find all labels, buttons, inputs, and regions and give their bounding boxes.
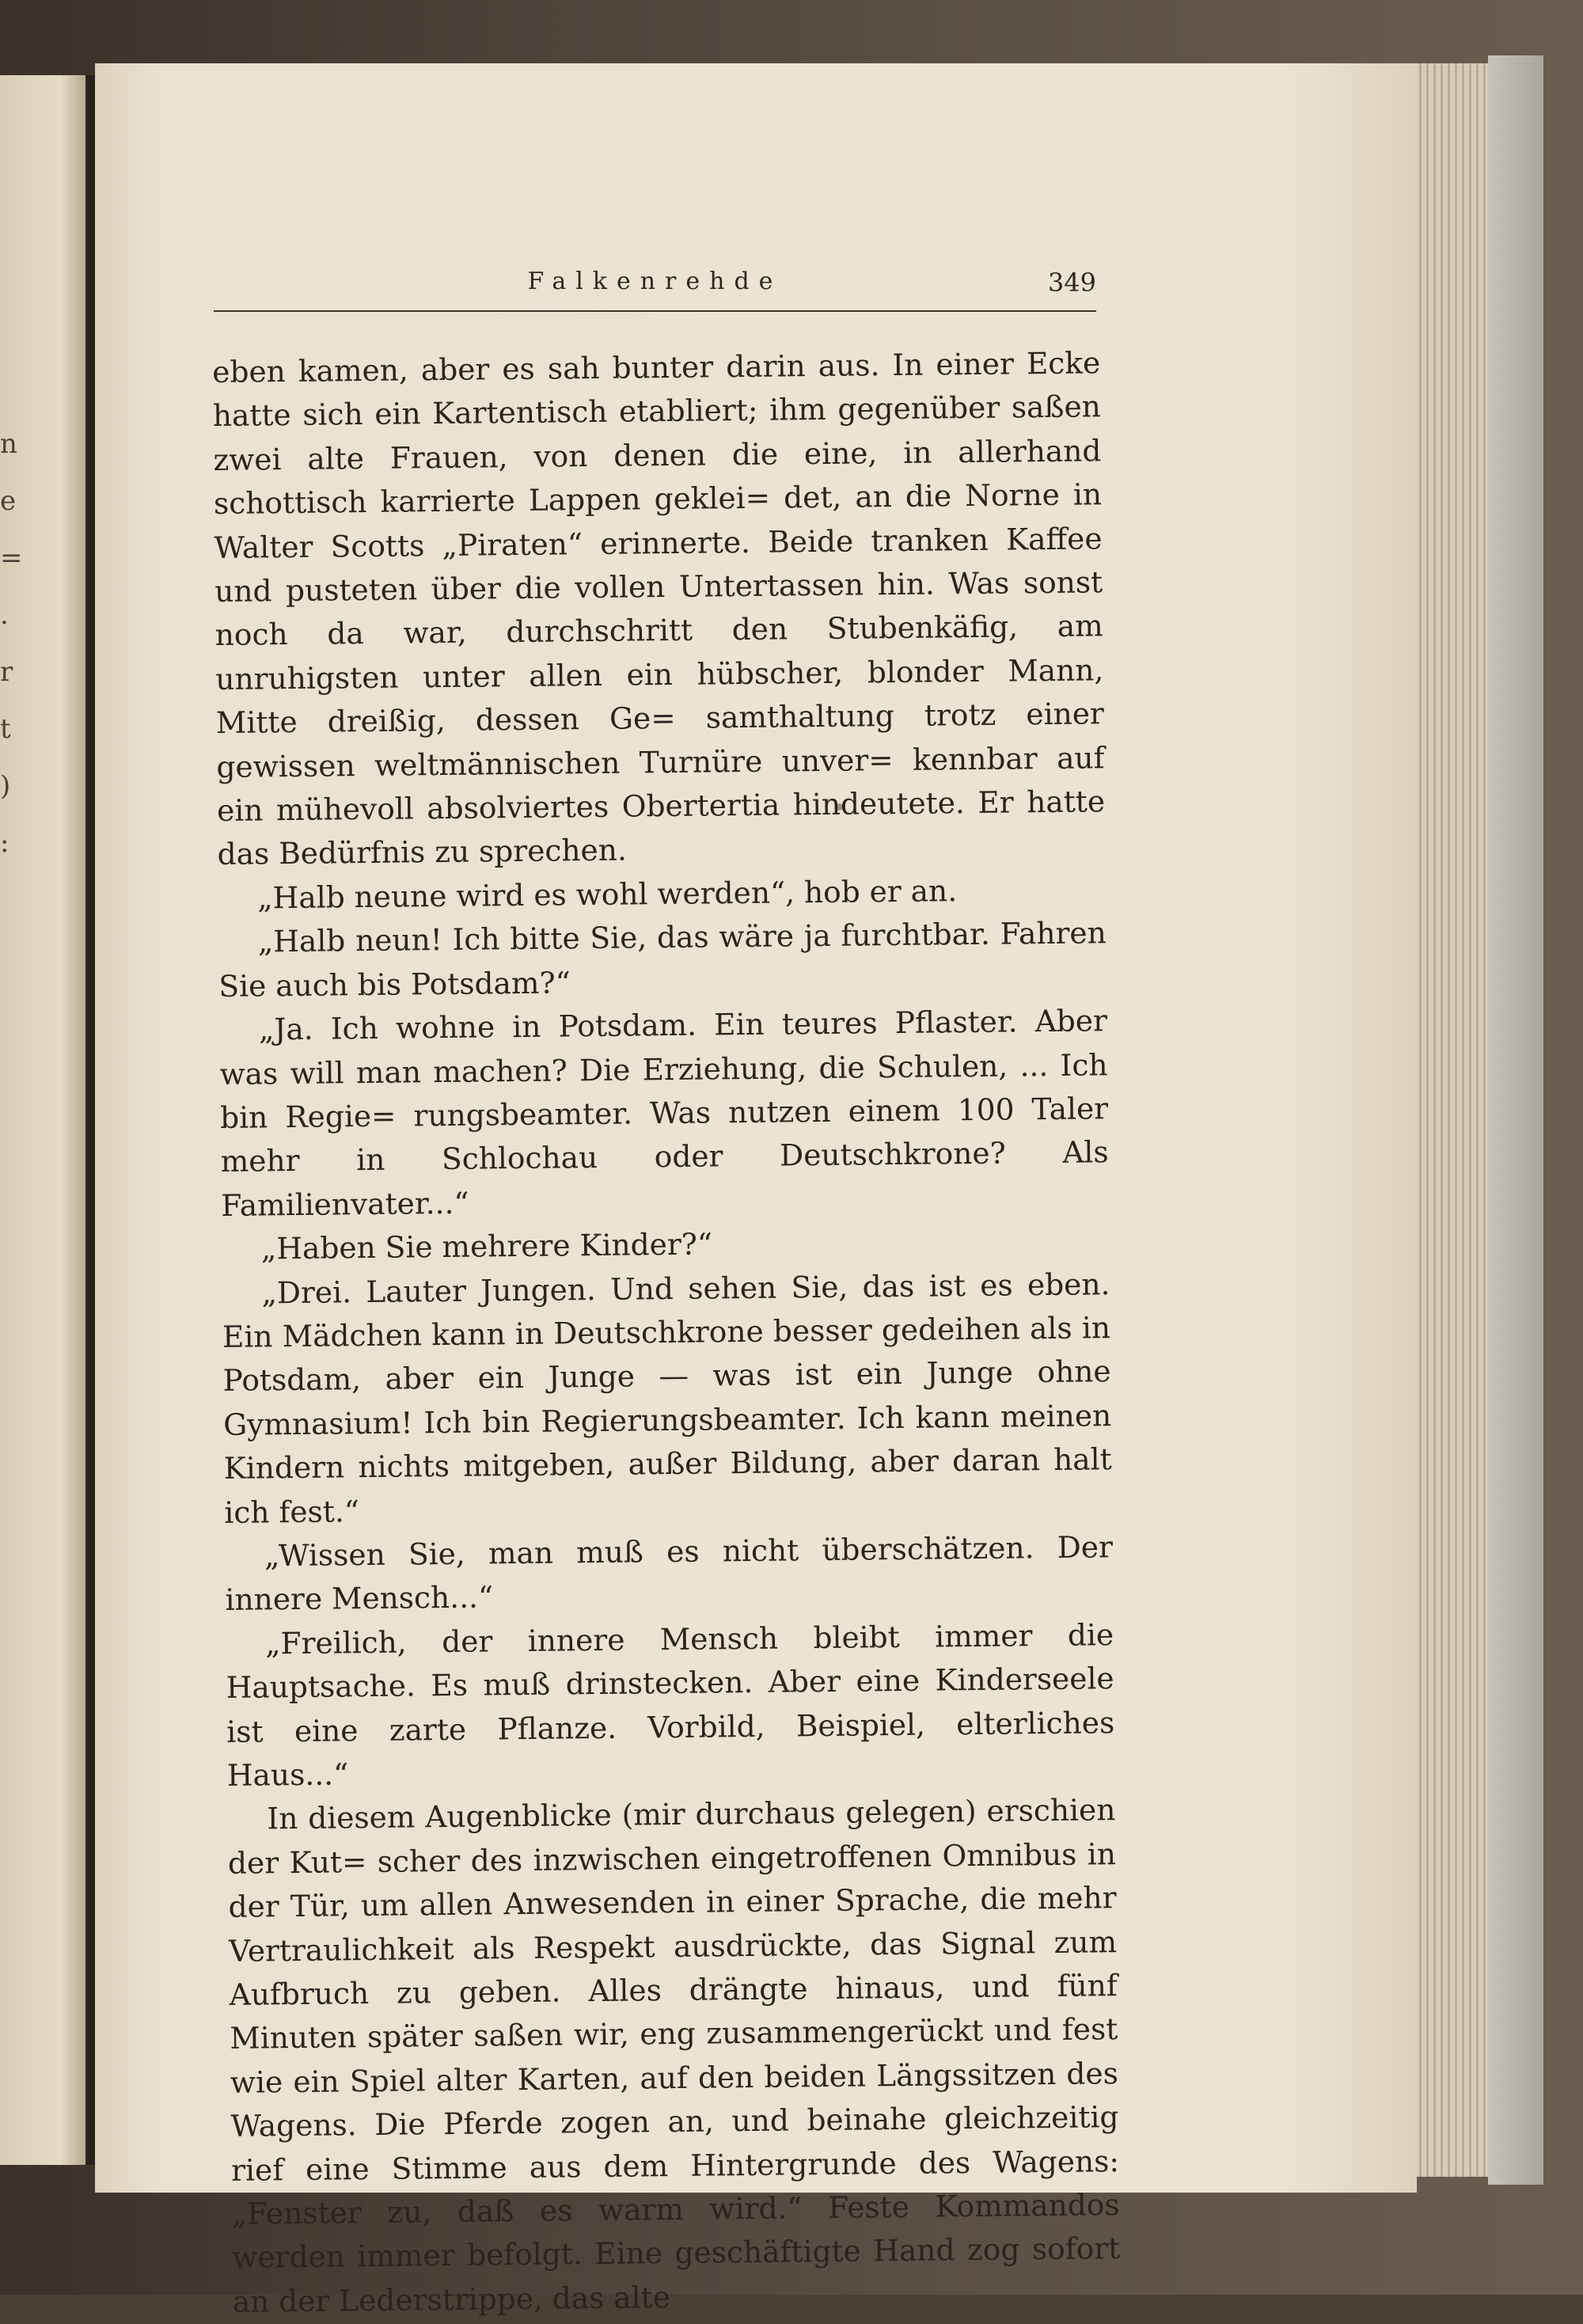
- left-fragment: r: [0, 656, 13, 688]
- body-text: [212, 341, 1121, 2324]
- left-fragment: e: [0, 485, 17, 517]
- paragraph: In diesem Augenblicke (mir durchaus gelegen) erschien der Kut= scher des inzwischen eingetroffenen Omnibus in der Tür, um allen Anwesenden in einer Sprache, die mehr Vertraulichkeit als Respekt ausdrückte, das Signal zum Aufbruch zu geben. Alles drängte hinaus, und fünf Minuten später saßen wir, eng zusammengerückt und fest wie ein Spiel alter Karten, auf den beiden Längssitzen des Wagens. Die Pferde zogen an, und beinahe gleichzeitig rief eine Stimme aus dem Hintergrunde des Wagens: „Fenster zu, daß es warm wird.“ Feste Kommandos werden immer befolgt. Eine geschäftigte Hand zog sofort an der Lederstrippe, das alte: [227, 1792, 1121, 2319]
- book-cover: [1488, 55, 1543, 2185]
- paragraph: „Drei. Lauter Jungen. Und sehen Sie, das ist es eben. Ein Mädchen kann in Deutschkrone besser gedeihen als in Potsdam, aber ein Junge — was ist ein Junge ohne Gymnasium! Ich bin Regierungsbeamter. Ich kann meinen Kindern nichts mitgeben, außer Bildung, aber daran halt ich fest.“: [222, 1266, 1112, 1530]
- left-fragment: :: [0, 827, 9, 859]
- left-fragment: =: [0, 542, 23, 574]
- left-page-edge: [0, 75, 85, 2165]
- left-fragment: ): [0, 770, 11, 802]
- paragraph: „Halb neune wird es wohl werden“, hob er an.: [257, 873, 958, 916]
- paragraph: „Ja. Ich wohne in Potsdam. Ein teures Pflaster. Aber was will man machen? Die Erziehung, die Schulen, ... Ich bin Regie= rungsbeamter. Was nutzen einem 100 Taler mehr in Schlochau oder Deutschkrone? Als Familienvater...“: [219, 1003, 1109, 1223]
- paragraph: „Wissen Sie, man muß es nicht überschätzen. Der innere Mensch...“: [225, 1529, 1114, 1618]
- left-fragment: .: [0, 599, 9, 631]
- left-fragment: t: [0, 713, 11, 745]
- paragraph: „Freilich, der innere Mensch bleibt immer die Hauptsache. Es muß drinstecken. Aber eine Kinderseele ist eine zarte Pflanze. Vorbild, Beispiel, elterliches Haus...“: [226, 1616, 1115, 1793]
- left-fragment: n: [0, 428, 17, 460]
- paragraph: „Halb neun! Ich bitte Sie, das wäre ja furchtbar. Fahren Sie auch bis Potsdam?“: [218, 915, 1107, 1004]
- page-header: [214, 268, 1096, 312]
- left-page-fragments: [0, 416, 32, 872]
- book-gutter: [85, 75, 95, 2165]
- running-title: Falkenrehde: [527, 268, 783, 295]
- paragraph: „Haben Sie mehrere Kinder?“: [260, 1226, 713, 1266]
- page-number: 349: [1047, 268, 1096, 298]
- paragraph: eben kamen, aber es sah bunter darin aus. In einer Ecke hatte sich ein Kartentisch etabliert; ihm gegenüber saßen zwei alte Frauen, von denen die eine, in allerhand schottisch karrierte Lappen geklei= det, an die Norne in Walter Scotts „Piraten“ erinnerte. Beide tranken Kaffee und pusteten über die vollen Untertassen hin. Was sonst noch da war, durchschritt den Stubenkäfig, am unruhigsten unter allen ein hübscher, blonder Mann, Mitte dreißig, dessen Ge= samthaltung trotz einer gewissen weltmännischen Turnüre unver= kennbar auf ein mühevoll absolviertes Obertertia hindeutete. Er hatte das Bedürfnis zu sprechen.: [212, 345, 1106, 872]
